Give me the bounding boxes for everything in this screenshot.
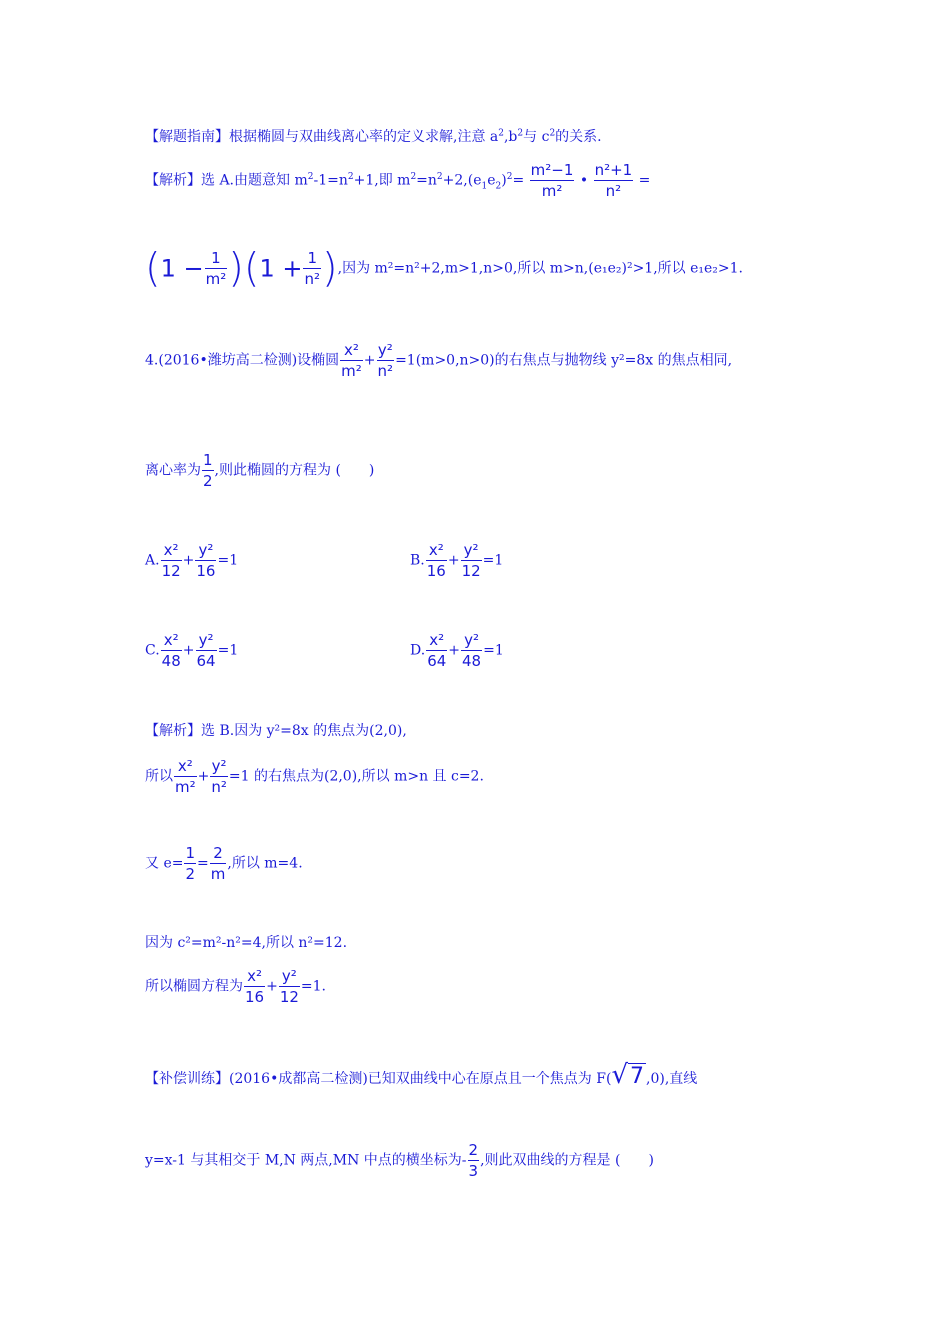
- training-line-1: 【补偿训练】(2016•成都高二检测)已知双曲线中心在原点且一个焦点为 F(√7 ,0),直线: [145, 1060, 698, 1090]
- analysis-2-line-2: 所以 $\frac{\text{x²}}{\text{m²}}$ + $\frac{\text{y²}}{\text{n²}}$ =1 的右焦点为(2,0),所以 m>n 且 c=2.: [145, 757, 484, 796]
- option-d: D. $\frac{\text{x²}}{64}$ + $\frac{\text{y²}}{48}$ =1: [410, 631, 504, 670]
- analysis-1-line-2: (1 − $\frac{1}{\text{m²}}$ )(1 + $\frac{1}{\text{n²}}$ ),因为 m²=n²+2,m>1,n>0,所以 m>n,(e₁e₂)²>1,所以 e₁e₂>1.: [145, 245, 744, 292]
- analysis-1-line-1: 【解析】选 A.由题意知 $m^2-1=n^2+1$,即 $m^2=n^2+2,(e_1e_2)^2=$ $\frac{\text{m²−1}}{\text{m²}}$ • $\frac{\text{n²+1}}{\text{n²}}$ =: [145, 161, 651, 200]
- analysis-tag: 【解析】: [145, 172, 201, 189]
- solution-guide: 【解题指南】根据椭圆与双曲线离心率的定义求解,注意 $a^2,b^2$与 $c^2$的关系.: [145, 128, 602, 145]
- analysis-2-line-3: 又 e= $\frac{1}{2}$ = $\frac{2}{m}$ ,所以 m=4.: [145, 844, 303, 883]
- training-line-2: y=x-1 与其相交于 M,N 两点,MN 中点的横坐标为- $\frac{2}{3}$ ,则此双曲线的方程是 ( ): [145, 1141, 654, 1180]
- analysis-2-line-1: 【解析】选 B.因为 y²=8x 的焦点为(2,0),: [145, 723, 407, 739]
- analysis-2-line-5: 所以椭圆方程为 $\frac{\text{x²}}{16}$ + $\frac{\text{y²}}{12}$ =1.: [145, 967, 327, 1006]
- fraction-m2-minus-1: $\frac{\text{m²−1}}{\text{m²}}$: [530, 161, 574, 200]
- guide-tag: 【解题指南】: [145, 129, 229, 145]
- sqrt-7: √7: [611, 1060, 645, 1090]
- fraction-n2-plus-1: $\frac{\text{n²+1}}{\text{n²}}$: [594, 161, 633, 200]
- question-4-line-2: 离心率为 $\frac{1}{2}$ ,则此椭圆的方程为 ( ): [145, 451, 375, 490]
- option-a: A. $\frac{\text{x²}}{12}$ + $\frac{\text{y²}}{16}$ =1: [145, 541, 239, 580]
- option-c: C. $\frac{\text{x²}}{48}$ + $\frac{\text{y²}}{64}$ =1: [145, 631, 239, 670]
- analysis-2-line-4: 因为 c²=m²-n²=4,所以 n²=12.: [145, 935, 348, 951]
- option-b: B. $\frac{\text{x²}}{16}$ + $\frac{\text{y²}}{12}$ =1: [410, 541, 504, 580]
- question-4-line-1: 4.(2016•潍坊高二检测)设椭圆 $\frac{\text{x²}}{\text{m²}}$ + $\frac{\text{y²}}{\text{n²}}$ =1(m>0,n>0)的右焦点与抛物线 y²=8x 的焦点相同,: [145, 341, 733, 380]
